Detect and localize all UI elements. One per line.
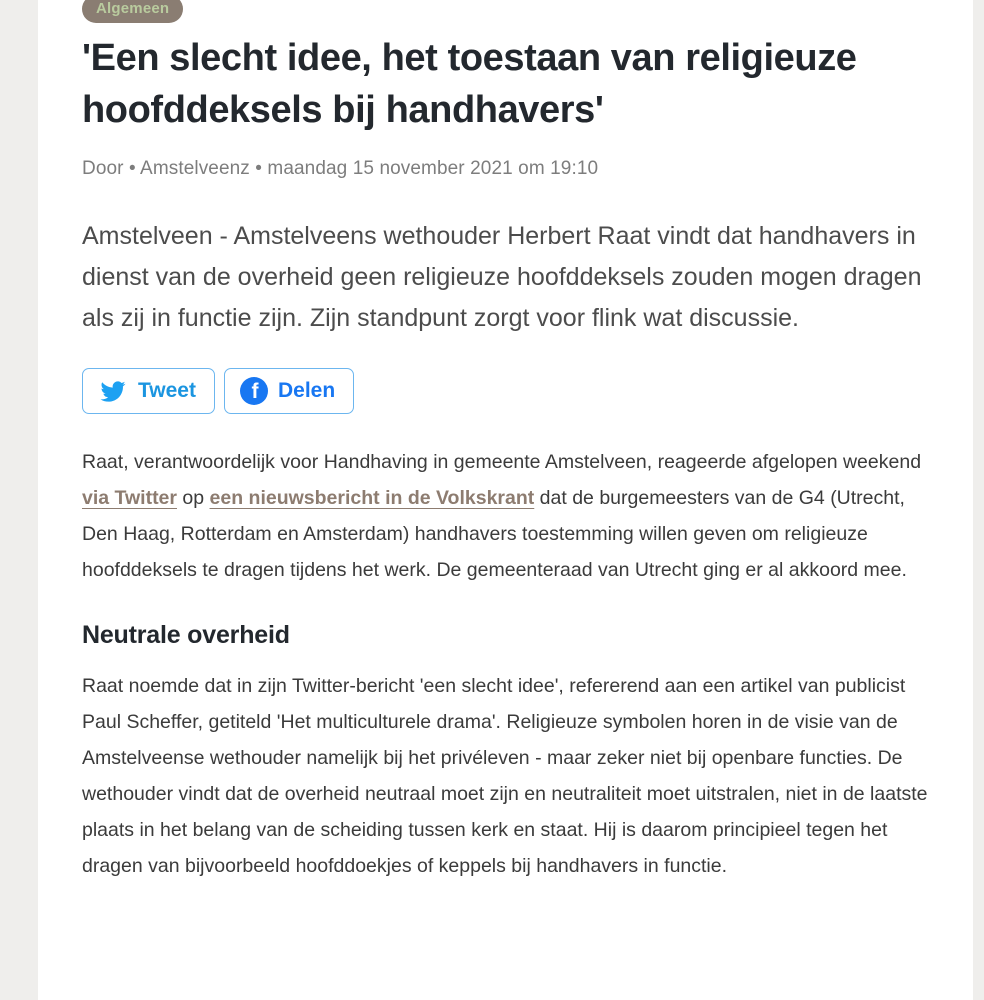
paragraph-text: dat de burgemeesters van de G4 (Utrecht, Den Haag, Rotterdam en Amsterdam) handhavers toestemming willen geven om religieuze hoofddeksels te dragen tijdens het werk. De gemeenteraad van Utrecht ging er al akkoord mee. (82, 487, 907, 581)
facebook-button-label: Delen (277, 379, 336, 402)
paragraph-text: Raat, verantwoordelijk voor Handhaving in gemeente Amstelveen, reageerde afgelopen weekend (82, 451, 922, 473)
article-title: 'Een slecht idee, het toestaan van religieuze hoofddeksels bij handhavers' (82, 37, 857, 131)
section-subheading: Neutrale overheid (82, 621, 290, 649)
facebook-icon: f (240, 377, 268, 405)
category-badge[interactable]: Algemeen (82, 0, 183, 23)
right-gutter (973, 0, 984, 1000)
twitter-source-link[interactable]: via Twitter (82, 487, 177, 509)
article-lead: Amstelveen - Amstelveens wethouder Herbert Raat vindt dat handhavers in dienst van de overheid geen religieuze hoofddeksels zouden mogen dragen als zij in functie zijn. Zijn standpunt zorgt voor flink wat discussie. (82, 222, 922, 332)
tweet-button[interactable] (82, 368, 215, 414)
facebook-share-button[interactable] (224, 368, 354, 414)
article-content (38, 0, 973, 1000)
article-paragraph-2: Raat noemde dat in zijn Twitter-bericht 'een slecht idee', refererend aan een artikel van publicist Paul Scheffer, getiteld 'Het multiculturele drama'. Religieuze symbolen horen in de visie van de Amstelveense wethouder namelijk bij het privéleven - maar zeker niet bij openbare functies. De wethouder vindt dat de overheid neutraal moet zijn en neutraliteit moet uitstralen, niet in de laatste plaats in het belang van de scheiding tussen kerk en staat. Hij is daarom principieel tegen het dragen van bijvoorbeeld hoofddoekjes of keppels bij handhavers in functie. (82, 675, 928, 877)
paragraph-text: op (177, 487, 210, 509)
volkskrant-article-link[interactable]: een nieuwsbericht in de Volkskrant (209, 487, 535, 509)
article-paragraph-1 (82, 444, 933, 588)
article-byline: Door • Amstelveenz • maandag 15 november 2021 om 19:10 (82, 158, 599, 179)
tweet-button-label: Tweet (138, 379, 196, 402)
left-gutter (0, 0, 38, 1000)
share-buttons-row (82, 368, 933, 414)
twitter-bird-icon (98, 379, 128, 404)
